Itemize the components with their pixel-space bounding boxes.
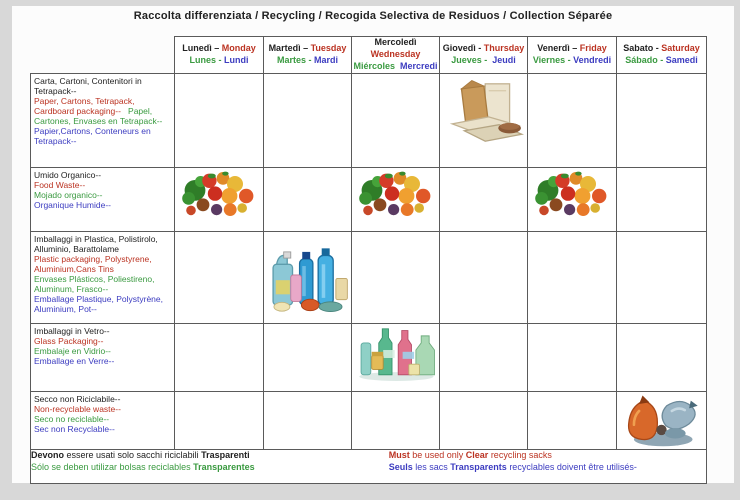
cell-plastic-monday — [175, 232, 264, 324]
text-segment: Viernes - — [532, 55, 574, 65]
text-segment: Trasparenti — [201, 450, 250, 460]
row-label-line — [34, 336, 171, 346]
footer-note-italian-spanish — [31, 450, 389, 473]
cell-paper-saturday — [617, 74, 707, 168]
text-segment: Carta, Cartoni, Contenitori in Tetrapack-- — [34, 76, 144, 97]
footer-line — [389, 462, 706, 474]
row-label-line — [34, 234, 171, 254]
text-segment: Transparents — [450, 461, 507, 472]
row-label-line — [34, 180, 171, 190]
text-segment: Tuesday — [310, 43, 347, 54]
text-segment: Jeudi — [489, 55, 516, 65]
cell-glass-wednesday-glass-bottles — [352, 324, 440, 392]
text-segment: essere usati solo sacchi riciclabili — [64, 450, 202, 460]
text-segment: Seco no reciclable-- — [34, 414, 110, 425]
day-header-line — [264, 55, 351, 67]
cell-plastic-thursday — [440, 232, 528, 324]
text-segment: Friday — [579, 43, 607, 54]
text-segment: Wednesday — [370, 49, 421, 60]
text-segment: Sólo se deben utilizar bolsas reciclables — [31, 461, 194, 472]
text-segment: Plastic packaging, Polystyrene, Aluminium,Cans Tins — [34, 254, 154, 275]
row-label-line — [34, 76, 171, 96]
footer-line — [31, 462, 389, 474]
row-label-plastic — [31, 232, 175, 324]
text-segment: be used only — [409, 450, 466, 460]
text-segment: Lundi — [224, 55, 249, 65]
recycling-schedule-table — [30, 36, 707, 484]
text-segment: Mardi — [314, 55, 339, 65]
cell-organic-friday-food-waste — [528, 168, 617, 232]
day-header-line — [528, 55, 616, 67]
text-segment: Mercoledì — [374, 37, 417, 48]
cell-glass-tuesday — [264, 324, 352, 392]
cell-organic-monday-food-waste — [175, 168, 264, 232]
food-waste-image — [175, 168, 263, 224]
cell-plastic-saturday — [617, 232, 707, 324]
text-segment: Organique Humide-- — [34, 200, 112, 211]
row-label-line — [34, 394, 171, 404]
footer-line — [389, 450, 706, 462]
text-segment: Sábado - — [625, 55, 666, 65]
text-segment: Non-recyclable waste-- — [34, 404, 121, 415]
plastic-containers-image — [264, 232, 351, 316]
food-waste-image — [352, 168, 439, 224]
text-segment: Imballaggi in Vetro-- — [34, 326, 110, 336]
row-label-line — [34, 414, 171, 424]
text-segment: Monday — [221, 43, 256, 54]
row-label-non-recyclable — [31, 392, 175, 450]
day-header-line — [352, 49, 439, 61]
text-segment: Envases Plásticos, Poliestireno, Aluminum, Frasco-- — [34, 274, 157, 295]
text-segment: Sabato - — [623, 43, 662, 54]
cell-glass-saturday — [617, 324, 707, 392]
food-waste-image — [528, 168, 616, 224]
day-header-line — [352, 61, 439, 73]
text-segment: Jueves - — [451, 55, 490, 65]
food-waste-icon — [532, 168, 612, 224]
text-segment: Emballage en Verre-- — [34, 356, 115, 367]
row-label-line — [34, 190, 171, 200]
cell-plastic-tuesday-plastic-containers — [264, 232, 352, 324]
cardboard-boxes-image — [440, 74, 527, 158]
table-row-glass — [31, 324, 707, 392]
text-segment: Sec non Recyclable-- — [34, 424, 115, 435]
cell-non-recyclable-monday — [175, 392, 264, 450]
table-row-paper — [31, 74, 707, 168]
text-segment: Mercredi — [400, 60, 438, 71]
header-row — [31, 37, 707, 74]
cell-plastic-friday — [528, 232, 617, 324]
text-segment: Umido Organico-- — [34, 170, 102, 180]
cell-organic-tuesday — [264, 168, 352, 232]
document-page — [12, 6, 734, 483]
cell-plastic-wednesday — [352, 232, 440, 324]
cell-paper-wednesday — [352, 74, 440, 168]
table-row-organic — [31, 168, 707, 232]
cell-paper-thursday-cardboard-boxes — [440, 74, 528, 168]
row-label-line — [34, 326, 171, 336]
food-waste-icon — [356, 168, 436, 224]
text-segment: les sacs — [412, 461, 451, 472]
row-label-line — [34, 346, 171, 356]
row-label-line — [34, 404, 171, 414]
text-segment: Martedì – — [268, 43, 311, 54]
day-header-monday — [175, 37, 264, 74]
row-label-organic — [31, 168, 175, 232]
row-label-line — [34, 126, 171, 146]
text-segment: Clear — [465, 450, 489, 460]
text-segment: Mojado organico-- — [34, 190, 103, 201]
text-segment: Imballaggi in Plastica, Polistirolo, Alluminio, Barattolame — [34, 234, 160, 255]
text-segment: Saturday — [661, 43, 700, 54]
day-header-line — [440, 55, 527, 67]
day-header-line — [175, 55, 263, 67]
row-label-glass — [31, 324, 175, 392]
table-row-non-recyclable — [31, 392, 707, 450]
plastic-containers-icon — [266, 232, 350, 316]
cell-glass-friday — [528, 324, 617, 392]
text-segment: Lunedì – — [182, 43, 222, 54]
cell-paper-monday — [175, 74, 264, 168]
text-segment: Vendredi — [573, 55, 612, 65]
row-label-line — [34, 356, 171, 366]
text-segment: recycling sacks — [488, 450, 552, 460]
day-header-thursday — [440, 37, 528, 74]
text-segment: Paper, Cartons, Tetrapack, Cardboard packaging-- — [34, 96, 137, 117]
table-row-plastic — [31, 232, 707, 324]
page-title: Raccolta differenziata / Recycling / Recogida Selectiva de Residuos / Collection Séparée — [133, 10, 613, 22]
row-label-line — [34, 294, 171, 314]
text-segment: Embalaje en Vidrio-- — [34, 346, 111, 357]
day-header-saturday — [617, 37, 707, 74]
day-header-wednesday — [352, 37, 440, 74]
text-segment: Devono — [31, 450, 65, 460]
cell-glass-thursday — [440, 324, 528, 392]
text-segment: Samedi — [665, 55, 698, 65]
text-segment: Transparentes — [193, 461, 255, 472]
text-segment: Lunes - — [189, 55, 224, 65]
glass-bottles-icon — [354, 324, 438, 384]
text-segment: Emballage Plastique, Polystyrène, Aluminium, Pot-- — [34, 294, 165, 315]
day-header-tuesday — [264, 37, 352, 74]
row-label-line — [34, 254, 171, 274]
text-segment: Thursday — [483, 43, 525, 54]
text-segment: Seuls — [388, 461, 413, 472]
food-waste-icon — [179, 168, 259, 224]
waste-bags-image — [617, 392, 706, 448]
footer-cell — [31, 450, 707, 484]
row-label-line — [34, 274, 171, 294]
day-header-line — [264, 43, 351, 55]
day-header-line — [175, 43, 263, 55]
cell-non-recyclable-thursday — [440, 392, 528, 450]
footer-note — [31, 450, 706, 473]
text-segment: Secco non Riciclabile-- — [34, 394, 121, 404]
glass-bottles-image — [352, 324, 439, 384]
waste-bags-icon — [617, 392, 706, 448]
text-segment: Miércoles — [353, 60, 400, 71]
cell-organic-saturday — [617, 168, 707, 232]
row-label-line — [34, 170, 171, 180]
text-segment: Glass Packaging-- — [34, 336, 104, 347]
text-segment: Martes - — [276, 55, 314, 65]
cell-non-recyclable-saturday-waste-bags — [617, 392, 707, 450]
cardboard-boxes-icon — [440, 74, 527, 158]
cell-organic-thursday — [440, 168, 528, 232]
day-header-line — [352, 37, 439, 49]
footer-note-english-french — [389, 450, 706, 473]
cell-organic-wednesday-food-waste — [352, 168, 440, 232]
day-header-line — [440, 43, 527, 55]
footer-row — [31, 450, 707, 484]
text-segment: Papel, Cartones, Envases en Tetrapack-- — [34, 106, 163, 127]
cell-paper-friday — [528, 74, 617, 168]
row-label-line — [34, 96, 171, 126]
cell-paper-tuesday — [264, 74, 352, 168]
day-header-line — [528, 43, 616, 55]
row-label-line — [34, 424, 171, 434]
corner-cell — [31, 37, 175, 74]
text-segment: recyclables doivent être utilisés- — [506, 461, 637, 472]
row-label-paper — [31, 74, 175, 168]
cell-non-recyclable-tuesday — [264, 392, 352, 450]
cell-non-recyclable-friday — [528, 392, 617, 450]
text-segment: Must — [388, 450, 410, 460]
footer-line — [31, 450, 389, 462]
text-segment: Venerdì – — [537, 43, 580, 54]
text-segment: Giovedì - — [442, 43, 484, 54]
cell-glass-monday — [175, 324, 264, 392]
day-header-line — [617, 43, 706, 55]
text-segment: Food Waste-- — [34, 180, 86, 191]
cell-non-recyclable-wednesday — [352, 392, 440, 450]
day-header-friday — [528, 37, 617, 74]
day-header-line — [617, 55, 706, 67]
text-segment: Papier,Cartons, Conteneurs en Tetrapack-- — [34, 126, 153, 147]
row-label-line — [34, 200, 171, 210]
